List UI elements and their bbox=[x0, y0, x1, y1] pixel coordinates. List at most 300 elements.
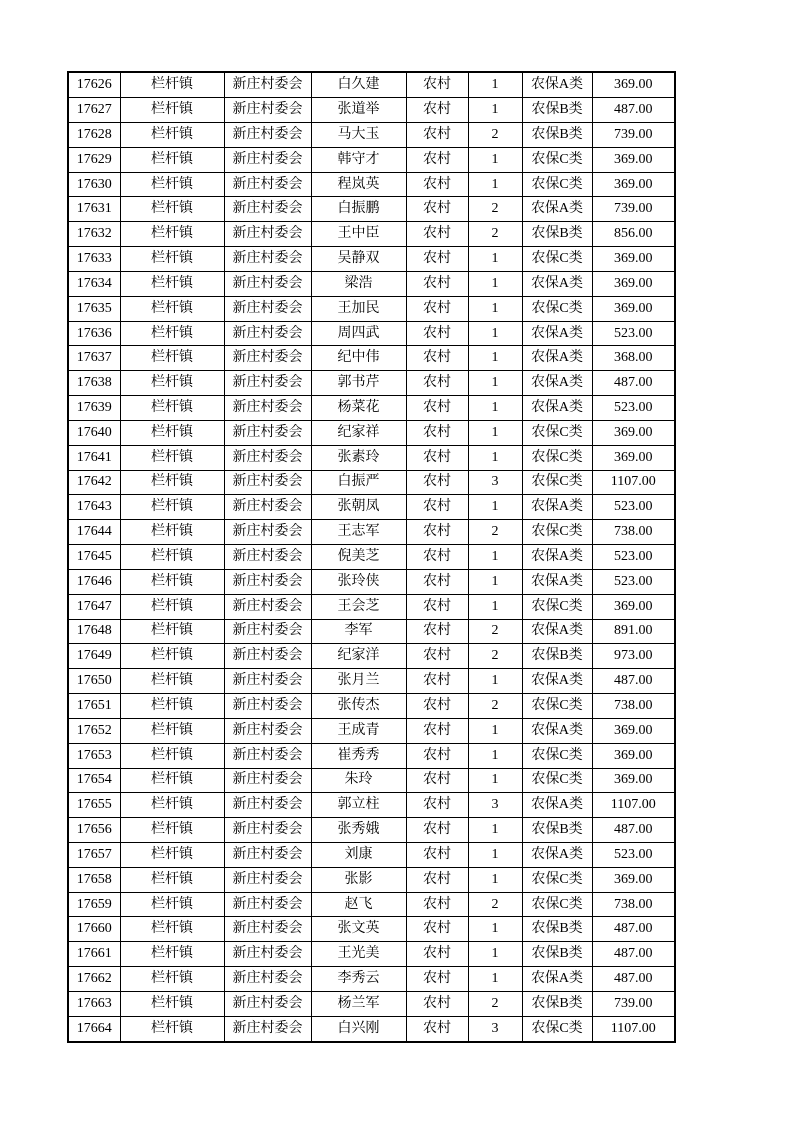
cell-person-count: 1 bbox=[468, 271, 522, 296]
cell-residence-type: 农村 bbox=[406, 445, 468, 470]
cell-serial-number: 17637 bbox=[68, 346, 120, 371]
cell-serial-number: 17633 bbox=[68, 247, 120, 272]
table-row bbox=[68, 197, 675, 222]
cell-insurance-category: 农保A类 bbox=[522, 669, 592, 694]
table-row bbox=[68, 420, 675, 445]
cell-town: 栏杆镇 bbox=[120, 917, 224, 942]
cell-serial-number: 17661 bbox=[68, 942, 120, 967]
cell-serial-number: 17638 bbox=[68, 371, 120, 396]
cell-insurance-category: 农保A类 bbox=[522, 72, 592, 98]
cell-town: 栏杆镇 bbox=[120, 818, 224, 843]
cell-person-count: 2 bbox=[468, 644, 522, 669]
cell-person-name: 白兴刚 bbox=[311, 1016, 406, 1042]
cell-amount: 487.00 bbox=[592, 967, 675, 992]
cell-village-committee: 新庄村委会 bbox=[224, 371, 311, 396]
cell-insurance-category: 农保A类 bbox=[522, 545, 592, 570]
cell-insurance-category: 农保A类 bbox=[522, 967, 592, 992]
cell-residence-type: 农村 bbox=[406, 296, 468, 321]
cell-person-count: 1 bbox=[468, 843, 522, 868]
table-row bbox=[68, 942, 675, 967]
table-row bbox=[68, 520, 675, 545]
cell-residence-type: 农村 bbox=[406, 197, 468, 222]
cell-residence-type: 农村 bbox=[406, 420, 468, 445]
cell-insurance-category: 农保C类 bbox=[522, 296, 592, 321]
cell-person-count: 3 bbox=[468, 470, 522, 495]
cell-town: 栏杆镇 bbox=[120, 669, 224, 694]
cell-person-name: 崔秀秀 bbox=[311, 743, 406, 768]
table-row bbox=[68, 396, 675, 421]
cell-person-count: 1 bbox=[468, 495, 522, 520]
cell-residence-type: 农村 bbox=[406, 346, 468, 371]
cell-residence-type: 农村 bbox=[406, 793, 468, 818]
cell-insurance-category: 农保C类 bbox=[522, 892, 592, 917]
cell-serial-number: 17664 bbox=[68, 1016, 120, 1042]
cell-amount: 1107.00 bbox=[592, 470, 675, 495]
cell-amount: 523.00 bbox=[592, 396, 675, 421]
cell-village-committee: 新庄村委会 bbox=[224, 793, 311, 818]
cell-town: 栏杆镇 bbox=[120, 843, 224, 868]
cell-village-committee: 新庄村委会 bbox=[224, 818, 311, 843]
cell-serial-number: 17641 bbox=[68, 445, 120, 470]
cell-village-committee: 新庄村委会 bbox=[224, 396, 311, 421]
cell-residence-type: 农村 bbox=[406, 892, 468, 917]
cell-insurance-category: 农保C类 bbox=[522, 694, 592, 719]
cell-town: 栏杆镇 bbox=[120, 495, 224, 520]
cell-insurance-category: 农保C类 bbox=[522, 172, 592, 197]
benefits-roster-table bbox=[67, 71, 676, 1043]
cell-person-name: 张影 bbox=[311, 867, 406, 892]
table-row bbox=[68, 445, 675, 470]
cell-serial-number: 17639 bbox=[68, 396, 120, 421]
cell-serial-number: 17631 bbox=[68, 197, 120, 222]
cell-amount: 369.00 bbox=[592, 445, 675, 470]
cell-village-committee: 新庄村委会 bbox=[224, 147, 311, 172]
cell-village-committee: 新庄村委会 bbox=[224, 346, 311, 371]
cell-residence-type: 农村 bbox=[406, 271, 468, 296]
cell-person-count: 1 bbox=[468, 867, 522, 892]
cell-insurance-category: 农保B类 bbox=[522, 917, 592, 942]
cell-person-count: 2 bbox=[468, 619, 522, 644]
cell-person-count: 3 bbox=[468, 1016, 522, 1042]
cell-residence-type: 农村 bbox=[406, 669, 468, 694]
cell-town: 栏杆镇 bbox=[120, 396, 224, 421]
cell-town: 栏杆镇 bbox=[120, 942, 224, 967]
cell-insurance-category: 农保A类 bbox=[522, 569, 592, 594]
cell-village-committee: 新庄村委会 bbox=[224, 967, 311, 992]
cell-residence-type: 农村 bbox=[406, 247, 468, 272]
cell-amount: 891.00 bbox=[592, 619, 675, 644]
cell-village-committee: 新庄村委会 bbox=[224, 520, 311, 545]
cell-amount: 487.00 bbox=[592, 669, 675, 694]
cell-village-committee: 新庄村委会 bbox=[224, 98, 311, 123]
cell-town: 栏杆镇 bbox=[120, 768, 224, 793]
cell-person-count: 1 bbox=[468, 718, 522, 743]
cell-person-count: 2 bbox=[468, 892, 522, 917]
cell-person-count: 1 bbox=[468, 72, 522, 98]
cell-insurance-category: 农保C类 bbox=[522, 420, 592, 445]
cell-insurance-category: 农保C类 bbox=[522, 768, 592, 793]
cell-amount: 369.00 bbox=[592, 867, 675, 892]
table-row bbox=[68, 867, 675, 892]
cell-town: 栏杆镇 bbox=[120, 247, 224, 272]
table-body bbox=[68, 72, 675, 1042]
cell-insurance-category: 农保A类 bbox=[522, 271, 592, 296]
cell-town: 栏杆镇 bbox=[120, 321, 224, 346]
cell-amount: 523.00 bbox=[592, 495, 675, 520]
cell-person-name: 王加民 bbox=[311, 296, 406, 321]
cell-insurance-category: 农保B类 bbox=[522, 991, 592, 1016]
cell-person-name: 赵飞 bbox=[311, 892, 406, 917]
cell-person-count: 1 bbox=[468, 172, 522, 197]
cell-person-count: 1 bbox=[468, 420, 522, 445]
cell-serial-number: 17632 bbox=[68, 222, 120, 247]
cell-insurance-category: 农保B类 bbox=[522, 644, 592, 669]
table-row bbox=[68, 743, 675, 768]
cell-serial-number: 17635 bbox=[68, 296, 120, 321]
cell-person-name: 王会芝 bbox=[311, 594, 406, 619]
cell-amount: 369.00 bbox=[592, 172, 675, 197]
cell-town: 栏杆镇 bbox=[120, 1016, 224, 1042]
cell-serial-number: 17650 bbox=[68, 669, 120, 694]
cell-village-committee: 新庄村委会 bbox=[224, 694, 311, 719]
cell-residence-type: 农村 bbox=[406, 72, 468, 98]
cell-amount: 738.00 bbox=[592, 892, 675, 917]
cell-person-name: 张玲侠 bbox=[311, 569, 406, 594]
cell-village-committee: 新庄村委会 bbox=[224, 867, 311, 892]
cell-person-count: 3 bbox=[468, 793, 522, 818]
cell-serial-number: 17656 bbox=[68, 818, 120, 843]
cell-village-committee: 新庄村委会 bbox=[224, 644, 311, 669]
cell-amount: 738.00 bbox=[592, 520, 675, 545]
cell-serial-number: 17626 bbox=[68, 72, 120, 98]
table-row bbox=[68, 72, 675, 98]
cell-residence-type: 农村 bbox=[406, 147, 468, 172]
cell-amount: 487.00 bbox=[592, 371, 675, 396]
cell-person-name: 纪家洋 bbox=[311, 644, 406, 669]
cell-person-count: 2 bbox=[468, 197, 522, 222]
cell-village-committee: 新庄村委会 bbox=[224, 594, 311, 619]
cell-residence-type: 农村 bbox=[406, 321, 468, 346]
cell-amount: 369.00 bbox=[592, 718, 675, 743]
cell-person-name: 白久建 bbox=[311, 72, 406, 98]
cell-town: 栏杆镇 bbox=[120, 147, 224, 172]
cell-insurance-category: 农保A类 bbox=[522, 495, 592, 520]
cell-town: 栏杆镇 bbox=[120, 445, 224, 470]
cell-person-name: 吴静双 bbox=[311, 247, 406, 272]
cell-serial-number: 17642 bbox=[68, 470, 120, 495]
cell-insurance-category: 农保C类 bbox=[522, 147, 592, 172]
cell-amount: 523.00 bbox=[592, 569, 675, 594]
cell-person-name: 张月兰 bbox=[311, 669, 406, 694]
cell-amount: 523.00 bbox=[592, 321, 675, 346]
cell-village-committee: 新庄村委会 bbox=[224, 222, 311, 247]
cell-person-count: 2 bbox=[468, 222, 522, 247]
cell-person-count: 1 bbox=[468, 321, 522, 346]
cell-person-count: 1 bbox=[468, 942, 522, 967]
table-row bbox=[68, 991, 675, 1016]
table-row bbox=[68, 222, 675, 247]
cell-insurance-category: 农保B类 bbox=[522, 98, 592, 123]
cell-town: 栏杆镇 bbox=[120, 122, 224, 147]
cell-amount: 369.00 bbox=[592, 271, 675, 296]
cell-village-committee: 新庄村委会 bbox=[224, 892, 311, 917]
cell-residence-type: 农村 bbox=[406, 867, 468, 892]
cell-town: 栏杆镇 bbox=[120, 470, 224, 495]
cell-residence-type: 农村 bbox=[406, 470, 468, 495]
cell-residence-type: 农村 bbox=[406, 768, 468, 793]
table-row bbox=[68, 545, 675, 570]
cell-insurance-category: 农保C类 bbox=[522, 247, 592, 272]
cell-town: 栏杆镇 bbox=[120, 371, 224, 396]
cell-amount: 369.00 bbox=[592, 247, 675, 272]
cell-person-count: 1 bbox=[468, 743, 522, 768]
cell-serial-number: 17636 bbox=[68, 321, 120, 346]
table-row bbox=[68, 321, 675, 346]
cell-person-name: 倪美芝 bbox=[311, 545, 406, 570]
table-row bbox=[68, 569, 675, 594]
cell-town: 栏杆镇 bbox=[120, 867, 224, 892]
cell-insurance-category: 农保C类 bbox=[522, 520, 592, 545]
cell-person-count: 1 bbox=[468, 147, 522, 172]
table-row bbox=[68, 694, 675, 719]
cell-town: 栏杆镇 bbox=[120, 72, 224, 98]
cell-insurance-category: 农保A类 bbox=[522, 346, 592, 371]
cell-serial-number: 17634 bbox=[68, 271, 120, 296]
cell-person-count: 1 bbox=[468, 296, 522, 321]
cell-person-name: 王中臣 bbox=[311, 222, 406, 247]
table-row bbox=[68, 247, 675, 272]
cell-insurance-category: 农保C类 bbox=[522, 470, 592, 495]
cell-person-name: 王光美 bbox=[311, 942, 406, 967]
cell-amount: 487.00 bbox=[592, 98, 675, 123]
cell-insurance-category: 农保C类 bbox=[522, 743, 592, 768]
cell-insurance-category: 农保B类 bbox=[522, 818, 592, 843]
cell-town: 栏杆镇 bbox=[120, 420, 224, 445]
cell-person-count: 1 bbox=[468, 396, 522, 421]
cell-serial-number: 17649 bbox=[68, 644, 120, 669]
cell-village-committee: 新庄村委会 bbox=[224, 247, 311, 272]
cell-insurance-category: 农保A类 bbox=[522, 197, 592, 222]
cell-village-committee: 新庄村委会 bbox=[224, 470, 311, 495]
cell-serial-number: 17655 bbox=[68, 793, 120, 818]
cell-serial-number: 17644 bbox=[68, 520, 120, 545]
cell-village-committee: 新庄村委会 bbox=[224, 942, 311, 967]
cell-person-name: 张文英 bbox=[311, 917, 406, 942]
cell-person-count: 2 bbox=[468, 991, 522, 1016]
cell-serial-number: 17647 bbox=[68, 594, 120, 619]
cell-person-count: 1 bbox=[468, 917, 522, 942]
cell-town: 栏杆镇 bbox=[120, 197, 224, 222]
cell-residence-type: 农村 bbox=[406, 122, 468, 147]
cell-person-count: 1 bbox=[468, 445, 522, 470]
table-row bbox=[68, 495, 675, 520]
cell-town: 栏杆镇 bbox=[120, 694, 224, 719]
cell-residence-type: 农村 bbox=[406, 743, 468, 768]
cell-village-committee: 新庄村委会 bbox=[224, 917, 311, 942]
cell-residence-type: 农村 bbox=[406, 98, 468, 123]
cell-person-name: 李军 bbox=[311, 619, 406, 644]
cell-person-name: 杨菜花 bbox=[311, 396, 406, 421]
table-row bbox=[68, 818, 675, 843]
cell-village-committee: 新庄村委会 bbox=[224, 669, 311, 694]
cell-town: 栏杆镇 bbox=[120, 892, 224, 917]
cell-person-count: 1 bbox=[468, 98, 522, 123]
cell-town: 栏杆镇 bbox=[120, 545, 224, 570]
cell-amount: 368.00 bbox=[592, 346, 675, 371]
cell-insurance-category: 农保B类 bbox=[522, 222, 592, 247]
cell-person-name: 纪家祥 bbox=[311, 420, 406, 445]
cell-residence-type: 农村 bbox=[406, 222, 468, 247]
cell-person-name: 白振严 bbox=[311, 470, 406, 495]
cell-person-count: 2 bbox=[468, 122, 522, 147]
cell-village-committee: 新庄村委会 bbox=[224, 569, 311, 594]
cell-village-committee: 新庄村委会 bbox=[224, 743, 311, 768]
table-row bbox=[68, 669, 675, 694]
cell-serial-number: 17643 bbox=[68, 495, 120, 520]
cell-town: 栏杆镇 bbox=[120, 967, 224, 992]
cell-town: 栏杆镇 bbox=[120, 619, 224, 644]
cell-residence-type: 农村 bbox=[406, 967, 468, 992]
cell-residence-type: 农村 bbox=[406, 644, 468, 669]
cell-amount: 487.00 bbox=[592, 917, 675, 942]
cell-serial-number: 17640 bbox=[68, 420, 120, 445]
cell-person-count: 1 bbox=[468, 768, 522, 793]
cell-village-committee: 新庄村委会 bbox=[224, 991, 311, 1016]
cell-insurance-category: 农保A类 bbox=[522, 619, 592, 644]
cell-serial-number: 17658 bbox=[68, 867, 120, 892]
cell-amount: 1107.00 bbox=[592, 1016, 675, 1042]
cell-town: 栏杆镇 bbox=[120, 296, 224, 321]
table-row bbox=[68, 594, 675, 619]
cell-person-count: 1 bbox=[468, 818, 522, 843]
cell-residence-type: 农村 bbox=[406, 172, 468, 197]
cell-amount: 369.00 bbox=[592, 420, 675, 445]
cell-residence-type: 农村 bbox=[406, 942, 468, 967]
cell-person-name: 郭书芹 bbox=[311, 371, 406, 396]
table-row bbox=[68, 147, 675, 172]
cell-amount: 738.00 bbox=[592, 694, 675, 719]
cell-amount: 369.00 bbox=[592, 296, 675, 321]
cell-person-count: 1 bbox=[468, 247, 522, 272]
cell-residence-type: 农村 bbox=[406, 694, 468, 719]
cell-residence-type: 农村 bbox=[406, 718, 468, 743]
cell-serial-number: 17654 bbox=[68, 768, 120, 793]
cell-insurance-category: 农保C类 bbox=[522, 867, 592, 892]
table-row bbox=[68, 371, 675, 396]
cell-person-name: 周四武 bbox=[311, 321, 406, 346]
cell-person-count: 1 bbox=[468, 569, 522, 594]
cell-insurance-category: 农保A类 bbox=[522, 321, 592, 346]
cell-serial-number: 17659 bbox=[68, 892, 120, 917]
cell-residence-type: 农村 bbox=[406, 843, 468, 868]
cell-residence-type: 农村 bbox=[406, 818, 468, 843]
table-row bbox=[68, 793, 675, 818]
cell-village-committee: 新庄村委会 bbox=[224, 321, 311, 346]
cell-person-name: 王成青 bbox=[311, 718, 406, 743]
cell-serial-number: 17660 bbox=[68, 917, 120, 942]
cell-village-committee: 新庄村委会 bbox=[224, 271, 311, 296]
cell-person-name: 刘康 bbox=[311, 843, 406, 868]
cell-village-committee: 新庄村委会 bbox=[224, 197, 311, 222]
cell-person-name: 杨兰军 bbox=[311, 991, 406, 1016]
cell-village-committee: 新庄村委会 bbox=[224, 619, 311, 644]
cell-town: 栏杆镇 bbox=[120, 644, 224, 669]
cell-serial-number: 17657 bbox=[68, 843, 120, 868]
cell-residence-type: 农村 bbox=[406, 594, 468, 619]
cell-serial-number: 17651 bbox=[68, 694, 120, 719]
cell-person-name: 程岚英 bbox=[311, 172, 406, 197]
cell-amount: 739.00 bbox=[592, 991, 675, 1016]
cell-person-name: 张素玲 bbox=[311, 445, 406, 470]
cell-town: 栏杆镇 bbox=[120, 222, 224, 247]
cell-person-count: 1 bbox=[468, 346, 522, 371]
cell-amount: 1107.00 bbox=[592, 793, 675, 818]
cell-village-committee: 新庄村委会 bbox=[224, 122, 311, 147]
cell-town: 栏杆镇 bbox=[120, 718, 224, 743]
cell-insurance-category: 农保C类 bbox=[522, 594, 592, 619]
cell-person-name: 白振鹏 bbox=[311, 197, 406, 222]
cell-residence-type: 农村 bbox=[406, 619, 468, 644]
cell-serial-number: 17652 bbox=[68, 718, 120, 743]
table-row bbox=[68, 768, 675, 793]
cell-serial-number: 17653 bbox=[68, 743, 120, 768]
cell-person-count: 1 bbox=[468, 545, 522, 570]
cell-town: 栏杆镇 bbox=[120, 172, 224, 197]
cell-town: 栏杆镇 bbox=[120, 569, 224, 594]
cell-person-name: 朱玲 bbox=[311, 768, 406, 793]
cell-person-name: 张秀娥 bbox=[311, 818, 406, 843]
cell-village-committee: 新庄村委会 bbox=[224, 296, 311, 321]
cell-insurance-category: 农保A类 bbox=[522, 396, 592, 421]
cell-person-name: 韩守才 bbox=[311, 147, 406, 172]
cell-insurance-category: 农保A类 bbox=[522, 843, 592, 868]
cell-residence-type: 农村 bbox=[406, 495, 468, 520]
cell-town: 栏杆镇 bbox=[120, 271, 224, 296]
table-row bbox=[68, 644, 675, 669]
cell-residence-type: 农村 bbox=[406, 991, 468, 1016]
cell-village-committee: 新庄村委会 bbox=[224, 72, 311, 98]
cell-person-name: 张道举 bbox=[311, 98, 406, 123]
cell-amount: 369.00 bbox=[592, 743, 675, 768]
cell-residence-type: 农村 bbox=[406, 545, 468, 570]
cell-person-name: 王志军 bbox=[311, 520, 406, 545]
cell-village-committee: 新庄村委会 bbox=[224, 545, 311, 570]
cell-amount: 523.00 bbox=[592, 843, 675, 868]
cell-amount: 369.00 bbox=[592, 594, 675, 619]
cell-serial-number: 17648 bbox=[68, 619, 120, 644]
cell-person-name: 郭立柱 bbox=[311, 793, 406, 818]
table-row bbox=[68, 98, 675, 123]
cell-town: 栏杆镇 bbox=[120, 346, 224, 371]
cell-amount: 973.00 bbox=[592, 644, 675, 669]
cell-insurance-category: 农保A类 bbox=[522, 793, 592, 818]
cell-person-name: 纪中伟 bbox=[311, 346, 406, 371]
cell-insurance-category: 农保A类 bbox=[522, 718, 592, 743]
cell-residence-type: 农村 bbox=[406, 569, 468, 594]
cell-amount: 487.00 bbox=[592, 942, 675, 967]
cell-residence-type: 农村 bbox=[406, 1016, 468, 1042]
table-row bbox=[68, 470, 675, 495]
cell-town: 栏杆镇 bbox=[120, 991, 224, 1016]
cell-village-committee: 新庄村委会 bbox=[224, 1016, 311, 1042]
cell-village-committee: 新庄村委会 bbox=[224, 843, 311, 868]
table-row bbox=[68, 271, 675, 296]
table-row bbox=[68, 843, 675, 868]
cell-person-count: 2 bbox=[468, 694, 522, 719]
cell-person-name: 李秀云 bbox=[311, 967, 406, 992]
cell-amount: 739.00 bbox=[592, 122, 675, 147]
cell-person-count: 1 bbox=[468, 967, 522, 992]
